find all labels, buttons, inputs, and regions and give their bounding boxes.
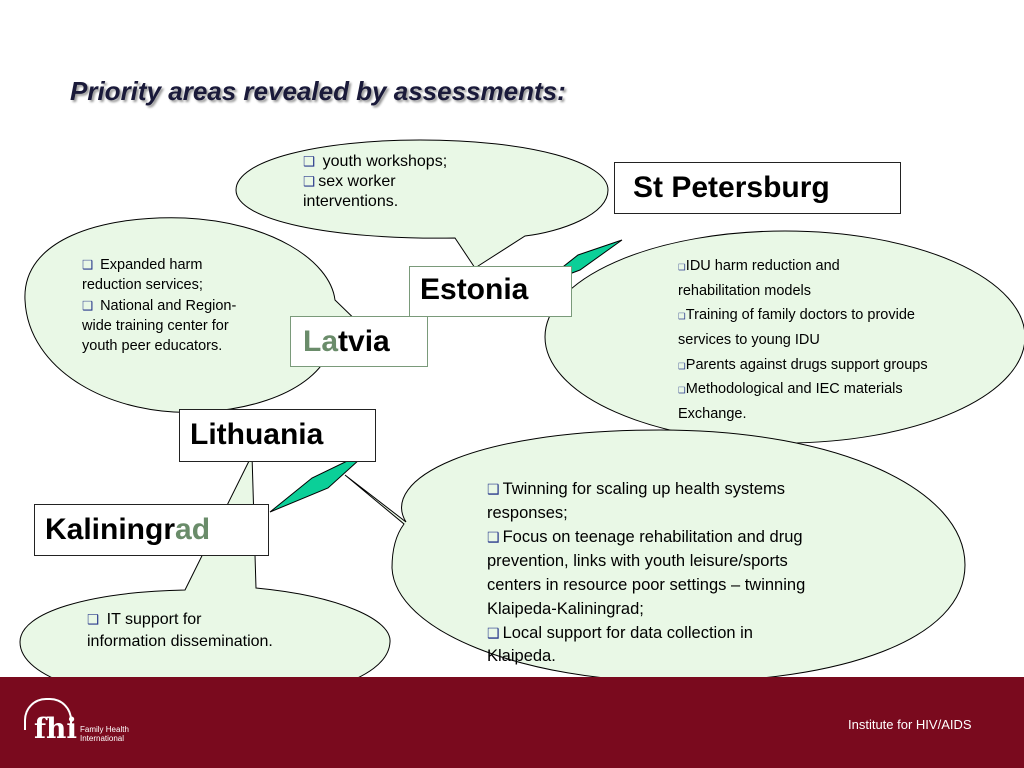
lith-item-2b: prevention, links with youth leisure/sports: [487, 551, 788, 570]
lith-item-2d: Klaipeda-Kaliningrad;: [487, 599, 644, 618]
checkbox-bullet-icon: ❑: [678, 262, 686, 272]
latvia-item-1b: reduction services;: [82, 277, 203, 294]
st-petersburg-label: St Petersburg: [633, 171, 830, 204]
st-petersburg-box: [614, 162, 901, 214]
latvia-item-1a: Expanded harm: [100, 257, 203, 273]
latvia-item-2b: wide training center for: [82, 317, 229, 334]
kaliningrad-label-b: ad: [175, 513, 211, 546]
lith-item-2a: Focus on teenage rehabilitation and drug: [502, 527, 803, 546]
fhi-logo: [26, 700, 76, 744]
latvia-label-b: tvia: [338, 325, 390, 358]
stp-item-4a: Methodological and IEC materials: [685, 381, 903, 398]
lith-item-1b: responses;: [487, 503, 568, 522]
stp-item-4b: Exchange.: [678, 405, 747, 422]
checkbox-bullet-icon: ❑: [487, 624, 500, 641]
checkbox-bullet-icon: ❑: [487, 481, 500, 497]
estonia-box: [409, 266, 572, 317]
estonia-item-2: sex worker: [318, 173, 396, 190]
latvia-item-2c: youth peer educators.: [82, 338, 223, 355]
kal-item-1a: IT support for: [106, 611, 202, 628]
lithuania-label: Lithuania: [190, 418, 324, 451]
checkbox-bullet-icon: ❑: [678, 311, 686, 322]
latvia-label-a: La: [303, 325, 339, 358]
kal-item-1b: information dissemination.: [87, 632, 273, 650]
lithuania-box: [179, 409, 376, 462]
fhi-logo-text: fhi: [34, 712, 78, 745]
estonia-bubble-text: [303, 152, 447, 212]
checkbox-bullet-icon: ❑: [303, 174, 316, 189]
st-petersburg-bubble-text: [678, 254, 928, 426]
institute-label: Institute for HIV/AIDS: [848, 717, 972, 732]
estonia-item-2b: interventions.: [303, 193, 399, 210]
lith-item-3a: Local support for data collection in: [502, 623, 753, 642]
stp-item-2a: Training of family doctors to provide: [685, 307, 915, 324]
latvia-box: [290, 316, 428, 367]
checkbox-bullet-icon: ❑: [303, 154, 316, 169]
checkbox-bullet-icon: ❑: [678, 385, 686, 396]
checkbox-bullet-icon: ❑: [87, 612, 100, 627]
stp-item-2b: services to young IDU: [678, 331, 820, 348]
slide-title: Priority areas revealed by assessments:: [70, 76, 566, 106]
kaliningrad-bubble: [20, 455, 390, 703]
checkbox-bullet-icon: ❑: [82, 258, 94, 272]
logo-name-line1: Family Health: [80, 725, 129, 734]
estonia-label: Estonia: [420, 273, 529, 306]
stp-item-1b: rehabilitation models: [678, 282, 811, 299]
lith-item-3b: Klaipeda.: [487, 647, 556, 666]
stp-item-1a: IDU harm reduction and: [685, 258, 840, 274]
kaliningrad-box: [34, 504, 269, 556]
lith-item-2c: centers in resource poor settings – twinning: [487, 575, 806, 594]
estonia-item-1: youth workshops;: [322, 153, 448, 170]
lithuania-bubble-text: [487, 478, 805, 669]
latvia-bubble-text: [82, 255, 236, 356]
checkbox-bullet-icon: ❑: [82, 298, 94, 313]
stp-item-3: Parents against drugs support groups: [685, 356, 928, 373]
latvia-item-2a: National and Region-: [100, 297, 237, 314]
checkbox-bullet-icon: ❑: [678, 360, 686, 371]
lith-item-1a: Twinning for scaling up health systems: [502, 480, 786, 498]
logo-name-line2: International: [80, 734, 125, 743]
kaliningrad-label-a: Kaliningr: [45, 513, 176, 546]
kaliningrad-bubble-text: [87, 609, 273, 652]
checkbox-bullet-icon: ❑: [487, 528, 500, 545]
